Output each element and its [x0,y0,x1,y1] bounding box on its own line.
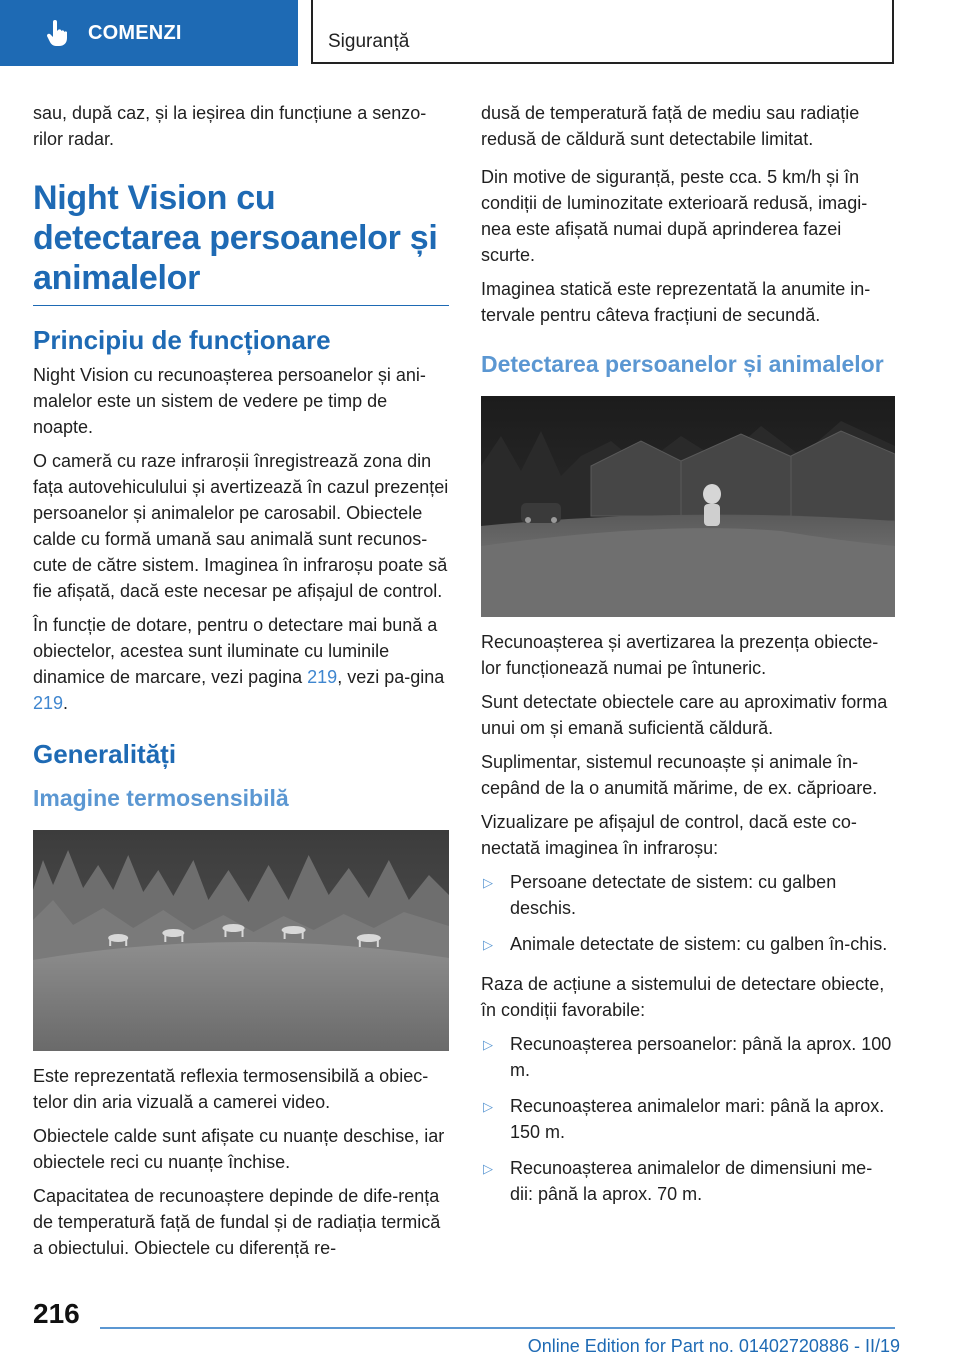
left-column [33,100,449,1269]
page-link-219-second[interactable]: 219 [33,693,64,713]
detect-paragraph-4: Vizualizare pe afișajul de control, dacă este co-nectată imaginea în infraroșu: [481,812,857,858]
night-road-figure [481,396,895,617]
display-list [481,869,895,957]
page-link-219[interactable]: 219 [307,667,338,687]
range-intro: Raza de acțiune a sistemului de detectare obiecte, în condiții favorabile: [481,974,885,1020]
detect-paragraph-1: Recunoașterea și avertizarea la prezența obiecte-lor funcționează numai pe întuneric. [481,632,879,678]
section-indicator [311,0,894,64]
bullet-triangle-icon: ▷ [483,1161,493,1176]
thermal-paragraph-3: Capacitatea de recunoaștere depinde de dife-rența de temperatură față de fundal și de radiația termică a obiectului. Obiectele cu diferență re- [33,1186,441,1258]
list-item: ▷ Recunoașterea animalelor de dimensiuni me-dii: până la aprox. 70 m. [483,1158,873,1204]
p3-text-c: . [63,693,69,713]
right-column [481,100,895,1217]
thermal-paragraph-2: Obiectele calde sunt afișate cu nuanțe deschise, iar obiectele reci cu nuanțe închise. [33,1126,445,1172]
detect-paragraph-3: Suplimentar, sistemul recunoaște și animale în-cepând de la o anumită mărime, de ex. căprioare. [481,752,878,798]
continued-paragraph-1: dusă de temperatură față de mediu sau radiație redusă de căldură sunt detectabile limitat. [481,103,860,149]
detect-paragraph-2: Sunt detectate obiectele care au aproximativ forma unui om și emană suficientă căldură. [481,692,888,738]
bullet-triangle-icon: ▷ [483,1037,493,1052]
principle-heading: Principiu de funcționare [33,325,331,355]
thermal-paragraph-1: Este reprezentată reflexia termosensibilă a obiec-telor din aria vizuală a camerei video. [33,1066,429,1112]
principle-paragraph-3 [33,612,449,716]
list-item: ▷ Persoane detectate de sistem: cu galben deschis. [483,872,837,918]
bullet-triangle-icon: ▷ [483,937,493,952]
section-label: Siguranță [328,31,410,52]
page-title: Night Vision cu detectarea persoanelor și animalelor [33,178,449,306]
page-header [0,0,960,68]
p3-text-b: , vezi pa-gina [337,667,445,687]
continued-paragraph-3: Imaginea statică este reprezentată la anumite in-tervale pentru câteva fracțiuni de secundă. [481,279,871,325]
range-list [481,1031,895,1207]
p3-text-a: În funcție de dotare, pentru o detectare mai bună a obiectelor, acestea sunt iluminate cu luminile dinamice de marcare, vezi pagina [33,615,438,687]
tab-label: COMENZI [88,21,182,44]
principle-paragraph-2: O cameră cu raze infraroșii înregistrează zona din fața autovehiculului și avertizează în cazul prezenței persoanelor și animalelor pe carosabil. Obiectele calde cu formă umană sau animală sunt recunos-cute de către sistem. Imaginea în infraroșu poate să fie afișată, dacă este necesar pe afișajul de control. [33,451,449,601]
page-number: 216 [33,1298,80,1329]
bullet-triangle-icon: ▷ [483,1099,493,1114]
general-heading: Generalități [33,739,177,769]
detect-heading: Detectarea persoanelor și animalelor [481,351,884,377]
thermal-image-figure [33,830,449,1051]
tab-comenzi[interactable] [0,0,298,66]
principle-paragraph-1: Night Vision cu recunoașterea persoanelor și ani-malelor este un sistem de vedere pe timp de noapte. [33,365,426,437]
hand-pointer-icon [44,19,72,47]
list-item: ▷ Recunoașterea persoanelor: până la aprox. 100 m. [483,1034,892,1080]
list-item: ▷ Recunoașterea animalelor mari: până la aprox. 150 m. [483,1096,885,1142]
footer-divider [100,1327,895,1329]
continued-paragraph-2: Din motive de siguranță, peste cca. 5 km/h și în condiții de luminozitate exterioară redusă, imagi-nea este afișată numai după aprinderea fazei scurte. [481,167,868,265]
edition-text: Online Edition for Part no. 01402720886 - II/19 [527,1336,900,1356]
bullet-triangle-icon: ▷ [483,875,493,890]
intro-paragraph: sau, după caz, și la ieșirea din funcțiune a senzo-rilor radar. [33,103,427,149]
thermal-heading: Imagine termosensibilă [33,785,289,811]
list-item: ▷ Animale detectate de sistem: cu galben în-chis. [481,931,895,957]
